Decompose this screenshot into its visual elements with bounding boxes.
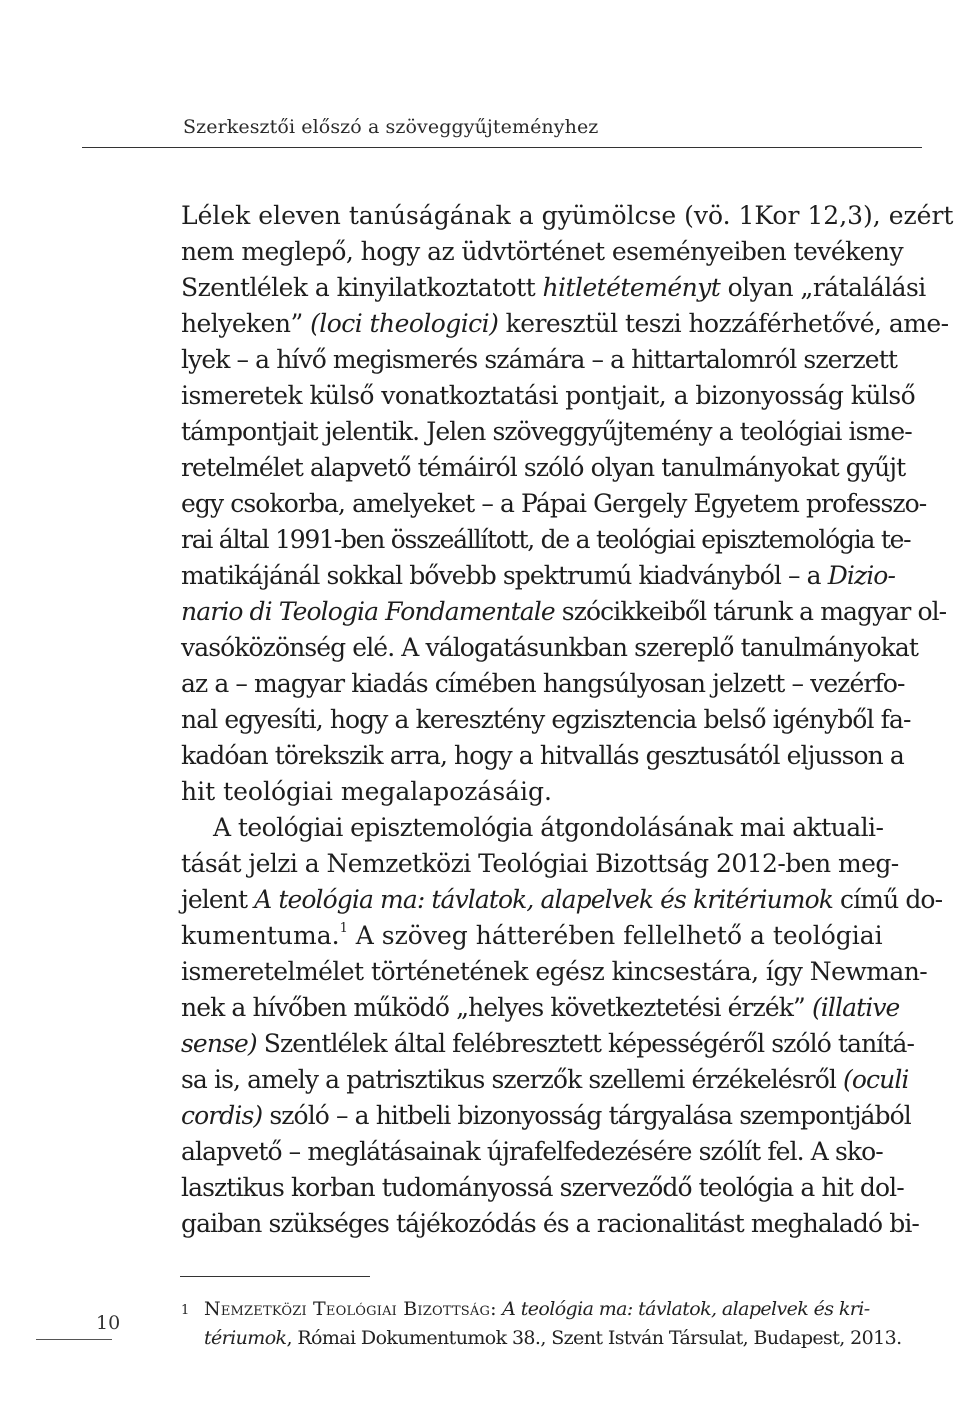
text-line: támpontjait jelentik. Jelen szöveggyűjtemény a teológiai isme- bbox=[181, 417, 912, 446]
text-line: egy csokorba, amelyeket – a Pápai Gergely Egyetem professzo- bbox=[181, 489, 927, 518]
text-line: nem meglepő, hogy az üdvtörténet eseményeiben tevékeny bbox=[181, 237, 904, 266]
text-line: hit teológiai megalapozásáig. bbox=[181, 777, 552, 806]
text-line: vasóközönség elé. A válogatásunkban szereplő tanulmányokat bbox=[181, 633, 919, 662]
footnote-ref[interactable]: 1 bbox=[339, 921, 348, 936]
paragraph-2-cont bbox=[181, 846, 943, 1242]
header-rule bbox=[82, 147, 922, 148]
footnote-title: A teológia ma: távlatok, alapelvek és kri- bbox=[502, 1298, 870, 1320]
text-line: gaiban szükséges tájékozódás és a racionalitást meghaladó bi- bbox=[181, 1209, 919, 1238]
text-line: alapvető – meglátásainak újrafelfedezésére szólít fel. A sko- bbox=[181, 1137, 883, 1166]
text-line: kumentuma.$^1$ A szöveg hátterében fellelhető a teológiai bbox=[181, 921, 883, 950]
footnote-details: , Római Dokumentumok 38., Szent István Társulat, Budapest, 2013. bbox=[286, 1327, 902, 1349]
text-line: nek a hívőben működő „helyes következtetési érzék” (illative bbox=[181, 993, 900, 1022]
text-line: kadóan törekszik arra, hogy a hitvallás gesztusától eljusson a bbox=[181, 741, 904, 770]
text-line: nal egyesíti, hogy a keresztény egzisztencia belső igényből fa- bbox=[181, 705, 911, 734]
footnote-line bbox=[204, 1324, 902, 1353]
footnote-text bbox=[181, 1295, 902, 1353]
footnote bbox=[181, 1295, 902, 1353]
footnote-title-cont: tériumok bbox=[204, 1327, 287, 1349]
running-head: Szerkesztői előszó a szöveggyűjteményhez bbox=[183, 116, 599, 138]
paragraph-1 bbox=[181, 198, 954, 810]
text-line: sa is, amely a patrisztikus szerzők szellemi érzékelésről (oculi bbox=[181, 1065, 909, 1094]
footnote-marker: 1 bbox=[181, 1303, 190, 1318]
text-line: tását jelzi a Nemzetközi Teológiai Bizottság 2012-ben meg- bbox=[181, 849, 899, 878]
footnote-author: Nemzetközi Teológiai Bizottság: bbox=[204, 1298, 497, 1320]
text-line: A teológiai episztemológia átgondolásának mai aktuali- bbox=[213, 813, 884, 842]
text-line: nario di Teologia Fondamentale szócikkeiből tárunk a magyar ol- bbox=[181, 597, 947, 626]
text-line: ismeretelmélet történetének egész kincsestára, így Newman- bbox=[181, 957, 928, 986]
text-line: ismeretek külső vonatkoztatási pontjait, a bizonyosság külső bbox=[181, 381, 916, 410]
text-line: Lélek eleven tanúságának a gyümölcse (vö. 1Kor 12,3), ezért bbox=[181, 201, 954, 230]
text-line: retelmélet alapvető témáiról szóló olyan tanulmányokat gyűjt bbox=[181, 453, 906, 482]
text-line: az a – magyar kiadás címében hangsúlyosan jelzett – vezérfo- bbox=[181, 669, 905, 698]
text-line: jelent A teológia ma: távlatok, alapelvek és kritériumok című do- bbox=[181, 885, 943, 914]
footnote-line bbox=[204, 1295, 871, 1324]
text-line: helyeken” (loci theologici) keresztül teszi hozzáférhetővé, ame- bbox=[181, 309, 949, 338]
page-number: 10 bbox=[96, 1312, 121, 1334]
text-line: rai által 1991-ben összeállított, de a teológiai episztemológia te- bbox=[181, 525, 911, 554]
page-number-rule bbox=[36, 1339, 112, 1340]
text-line: matikájánál sokkal bővebb spektrumú kiadványból – a Dizio- bbox=[181, 561, 896, 590]
paragraph-2 bbox=[181, 810, 884, 846]
text-line: Szentlélek a kinyilatkoztatott hitletéteményt olyan „rátalálási bbox=[181, 273, 926, 302]
text-line: lyek – a hívő megismerés számára – a hittartalomról szerzett bbox=[181, 345, 897, 374]
footnote-rule bbox=[180, 1276, 370, 1277]
text-line: sense) Szentlélek által felébresztett képességéről szóló tanítá- bbox=[181, 1029, 915, 1058]
text-line: cordis) szóló – a hitbeli bizonyosság tárgyalása szempontjából bbox=[181, 1101, 911, 1130]
text-line: lasztikus korban tudományossá szerveződő teológia a hit dol- bbox=[181, 1173, 904, 1202]
main-text bbox=[181, 198, 954, 1242]
